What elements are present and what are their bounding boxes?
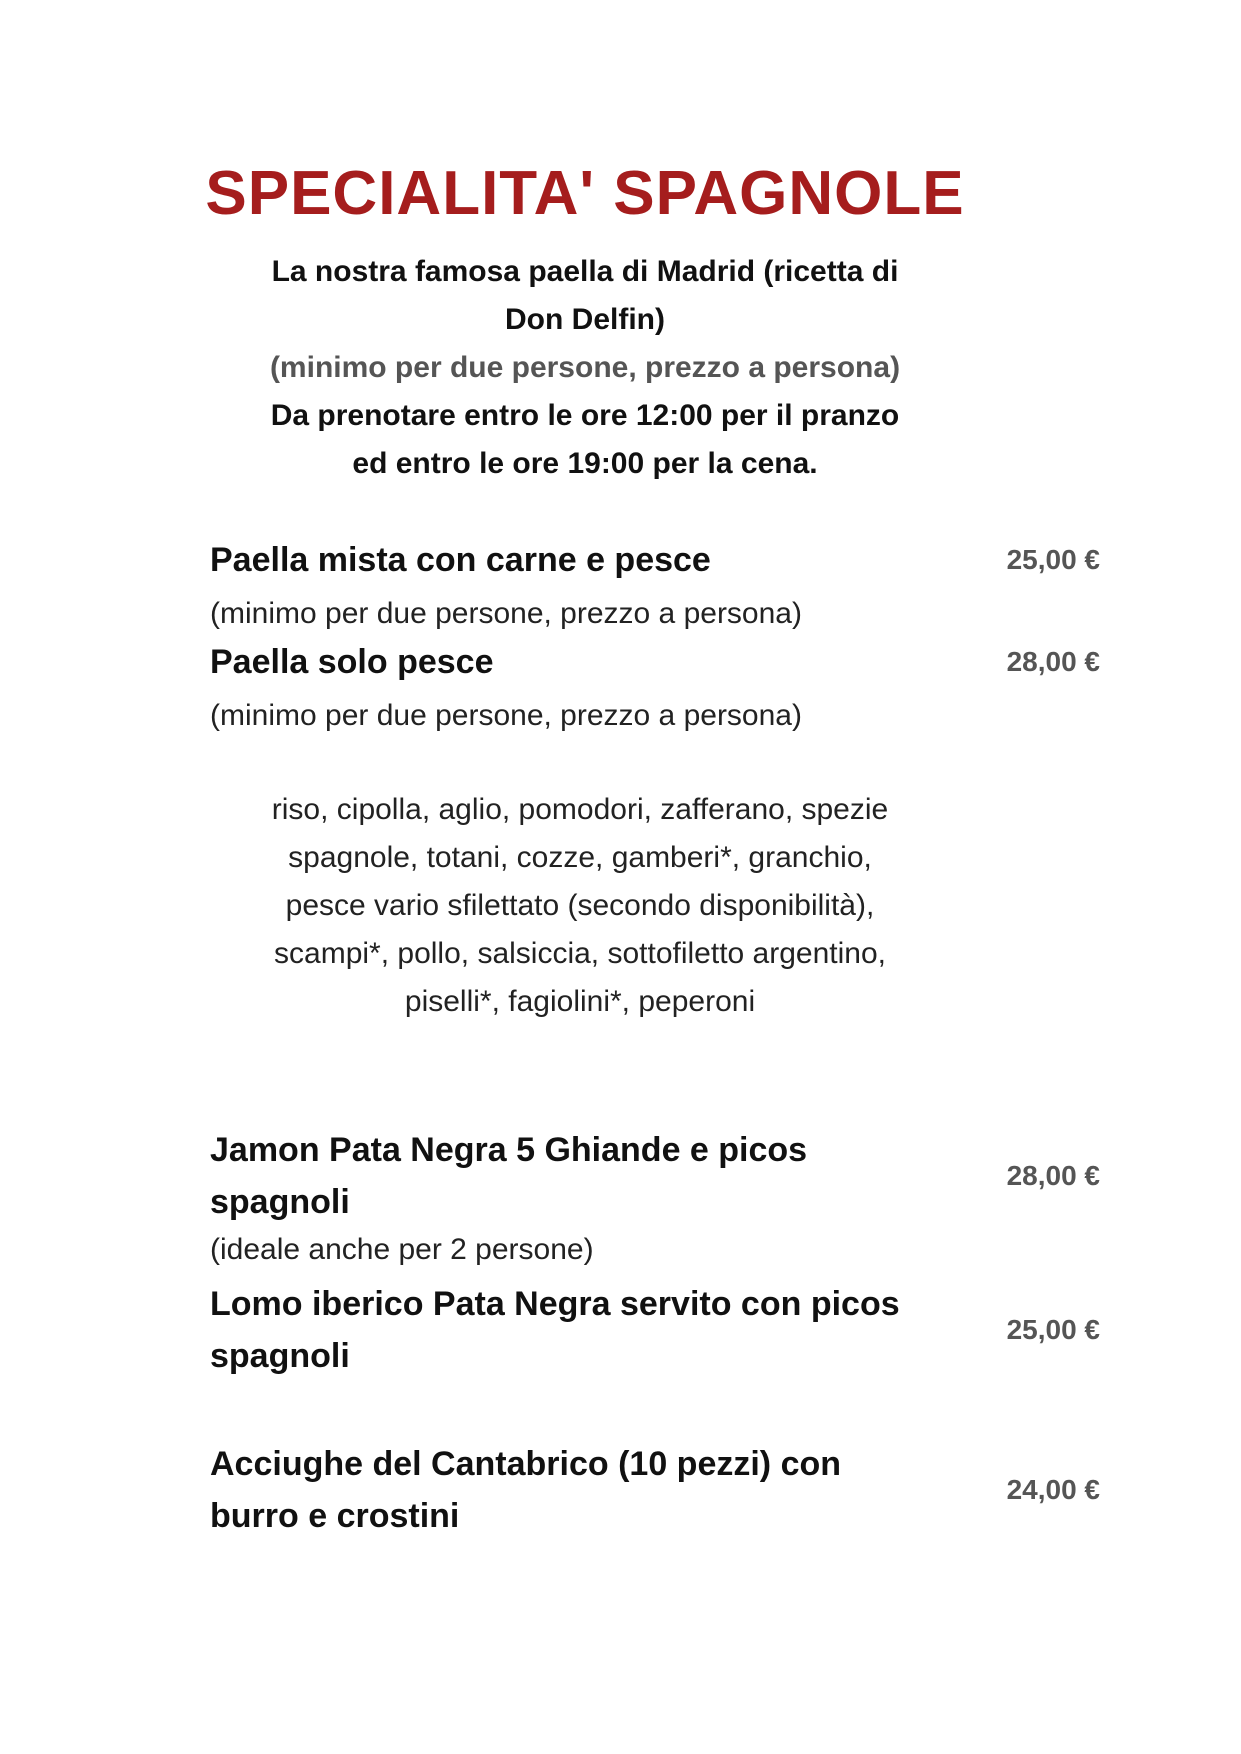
ingredients-line: spagnole, totani, cozze, gamberi*, granchio,: [288, 841, 872, 874]
item-name-line: Acciughe del Cantabrico (10 pezzi) con: [210, 1445, 842, 1483]
ingredients-line: piselli*, fagiolini*, peperoni: [404, 985, 756, 1018]
intro-line: La nostra famosa paella di Madrid (ricetta di: [271, 255, 899, 288]
item-name-paella-pesce: Paella solo pesce: [210, 643, 494, 681]
item-name-acciughe: [210, 1438, 970, 1542]
item-price-jamon: 28,00 €: [1006, 1160, 1100, 1191]
page-title: SPECIALITA' SPAGNOLE: [205, 159, 965, 228]
item-price-paella-mista: 25,00 €: [1006, 544, 1100, 575]
item-name-line: Jamon Pata Negra 5 Ghiande e picos: [210, 1131, 808, 1169]
intro-block: [180, 248, 990, 488]
item-price-lomo: 25,00 €: [1006, 1314, 1100, 1345]
item-name-line: Lomo iberico Pata Negra servito con picos: [210, 1285, 900, 1323]
item-note-paella-pesce: (minimo per due persone, prezzo a persona): [210, 699, 802, 732]
ingredients-line: scampi*, pollo, salsiccia, sottofiletto argentino,: [274, 937, 886, 970]
intro-line: Da prenotare entro le ore 12:00 per il pranzo: [270, 399, 900, 432]
item-name-line: spagnoli: [210, 1183, 350, 1221]
item-name-paella-mista: Paella mista con carne e pesce: [210, 541, 711, 579]
item-name-jamon: [210, 1124, 970, 1228]
item-price-acciughe: 24,00 €: [1006, 1474, 1100, 1505]
intro-note: (minimo per due persone, prezzo a persona): [269, 351, 901, 384]
item-price-paella-pesce: 28,00 €: [1006, 646, 1100, 677]
item-name-lomo: [210, 1278, 970, 1382]
item-note-jamon: (ideale anche per 2 persone): [210, 1233, 594, 1266]
intro-line: Don Delfin): [505, 303, 665, 336]
item-note-paella-mista: (minimo per due persone, prezzo a persona): [210, 597, 802, 630]
intro-line: ed entro le ore 19:00 per la cena.: [352, 447, 818, 480]
ingredients-line: pesce vario sfilettato (secondo disponibilità),: [285, 889, 875, 922]
ingredients-list: [200, 786, 960, 1026]
item-name-line: spagnoli: [210, 1337, 350, 1375]
item-name-line: burro e crostini: [210, 1497, 460, 1535]
ingredients-line: riso, cipolla, aglio, pomodori, zafferano, spezie: [271, 793, 889, 826]
